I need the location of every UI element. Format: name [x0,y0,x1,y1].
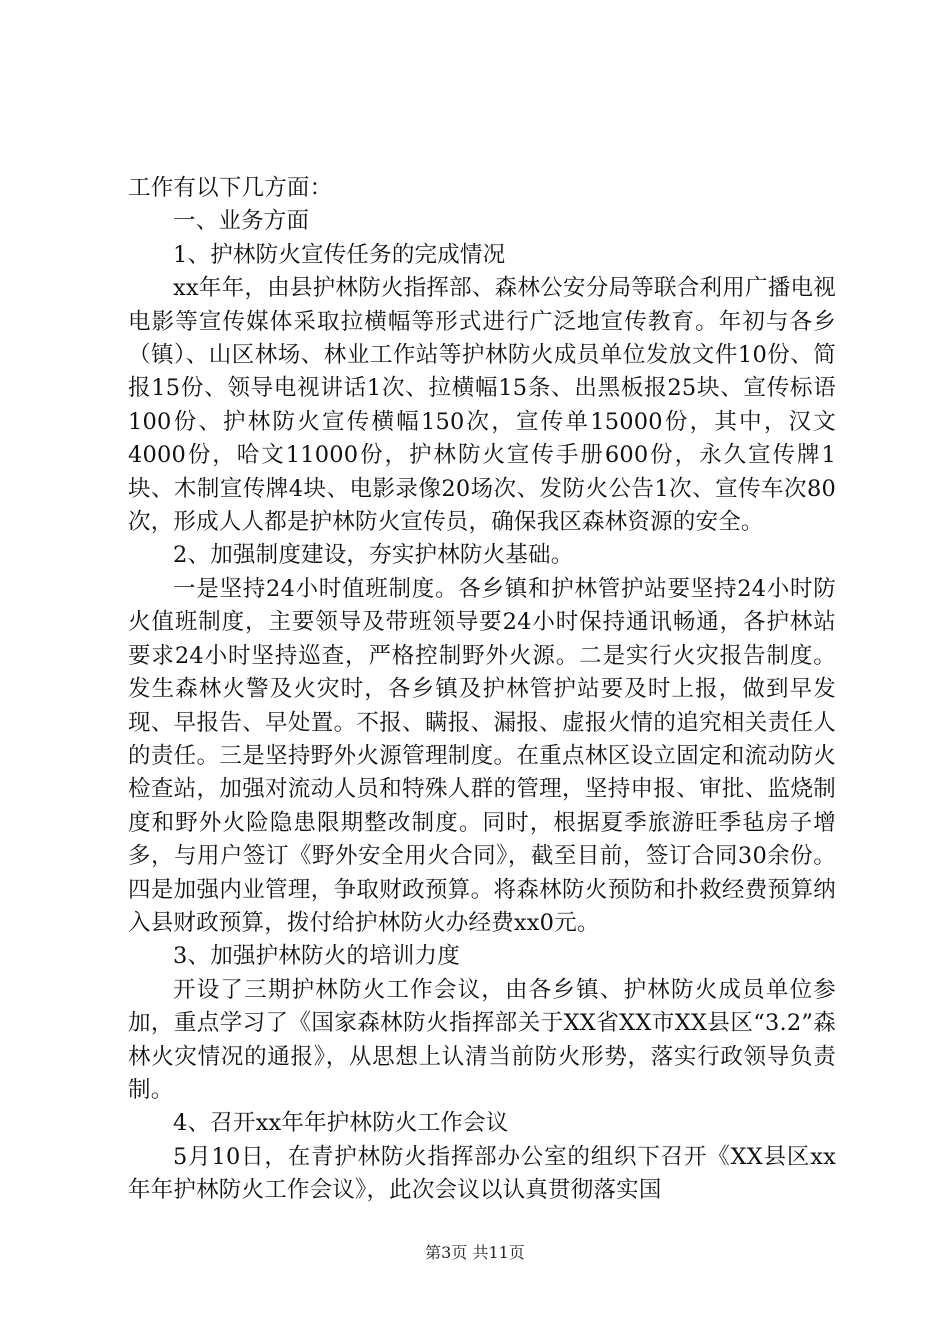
paragraph-publicity: xx年年，由县护林防火指挥部、森林公安分局等联合利用广播电视电影等宣传媒体采取拉横幅等形式进行广泛地宣传教育。年初与各乡（镇）、山区林场、林业工作站等护林防火成员单位发放文件10份、简报15份、领导电视讲话1次、拉横幅15条、出黑板报25块、宣传标语100份、护林防火宣传横幅150次，宣传单15000份，其中，汉文4000份，哈文11000份，护林防火宣传手册600份，永久宣传牌1块、木制宣传牌4块、电影录像20场次、发防火公告1次、宣传车次80次，形成人人都是护林防火宣传员，确保我区森林资源的安全。 [128,275,836,536]
paragraph-training: 开设了三期护林防火工作会议，由各乡镇、护林防火成员单位参加，重点学习了《国家森林防火指挥部关于XX省XX市XX县区“3.2”森林火灾情况的通报》，从思想上认清当前防火形势，落实行政领导负责制。 [128,976,836,1103]
document-body [128,172,836,1208]
paragraph-intro: 工作有以下几方面： [128,175,333,201]
paragraph-system: 一是坚持24小时值班制度。各乡镇和护林管护站要坚持24小时防火值班制度，主要领导及带班领导要24小时保持通讯畅通，各护林站要求24小时坚持巡查，严格控制野外火源。二是实行火灾报告制度。发生森林火警及火灾时，各乡镇及护林管护站要及时上报，做到早发现、早报告、早处置。不报、瞒报、漏报、虚报火情的追究相关责任人的责任。三是坚持野外火源管理制度。在重点林区设立固定和流动防火检查站，加强对流动人员和特殊人群的管理，坚持申报、审批、监烧制度和野外火险隐患限期整改制度。同时，根据夏季旅游旺季毡房子增多，与用户签订《野外安全用火合同》，截至目前，签订合同30余份。四是加强内业管理，争取财政预算。将森林防火预防和扑救经费预算纳入县财政预算，拨付给护林防火办经费xx0元。 [128,575,836,936]
subheading-training: 3、加强护林防火的培训力度 [173,943,460,970]
subheading-system: 2、加强制度建设，夯实护林防火基础。 [173,542,574,569]
page-number-footer: 第3页 共11页 [425,1243,525,1262]
heading-business: 一、业务方面 [173,208,310,235]
subheading-publicity: 1、护林防火宣传任务的完成情况 [173,241,506,268]
paragraph-meeting: 5月10日，在青护林防火指挥部办公室的组织下召开《XX县区xx年年护林防火工作会议》，此次会议以认真贯彻落实国 [128,1143,836,1204]
subheading-meeting: 4、召开xx年年护林防火工作会议 [173,1110,509,1137]
